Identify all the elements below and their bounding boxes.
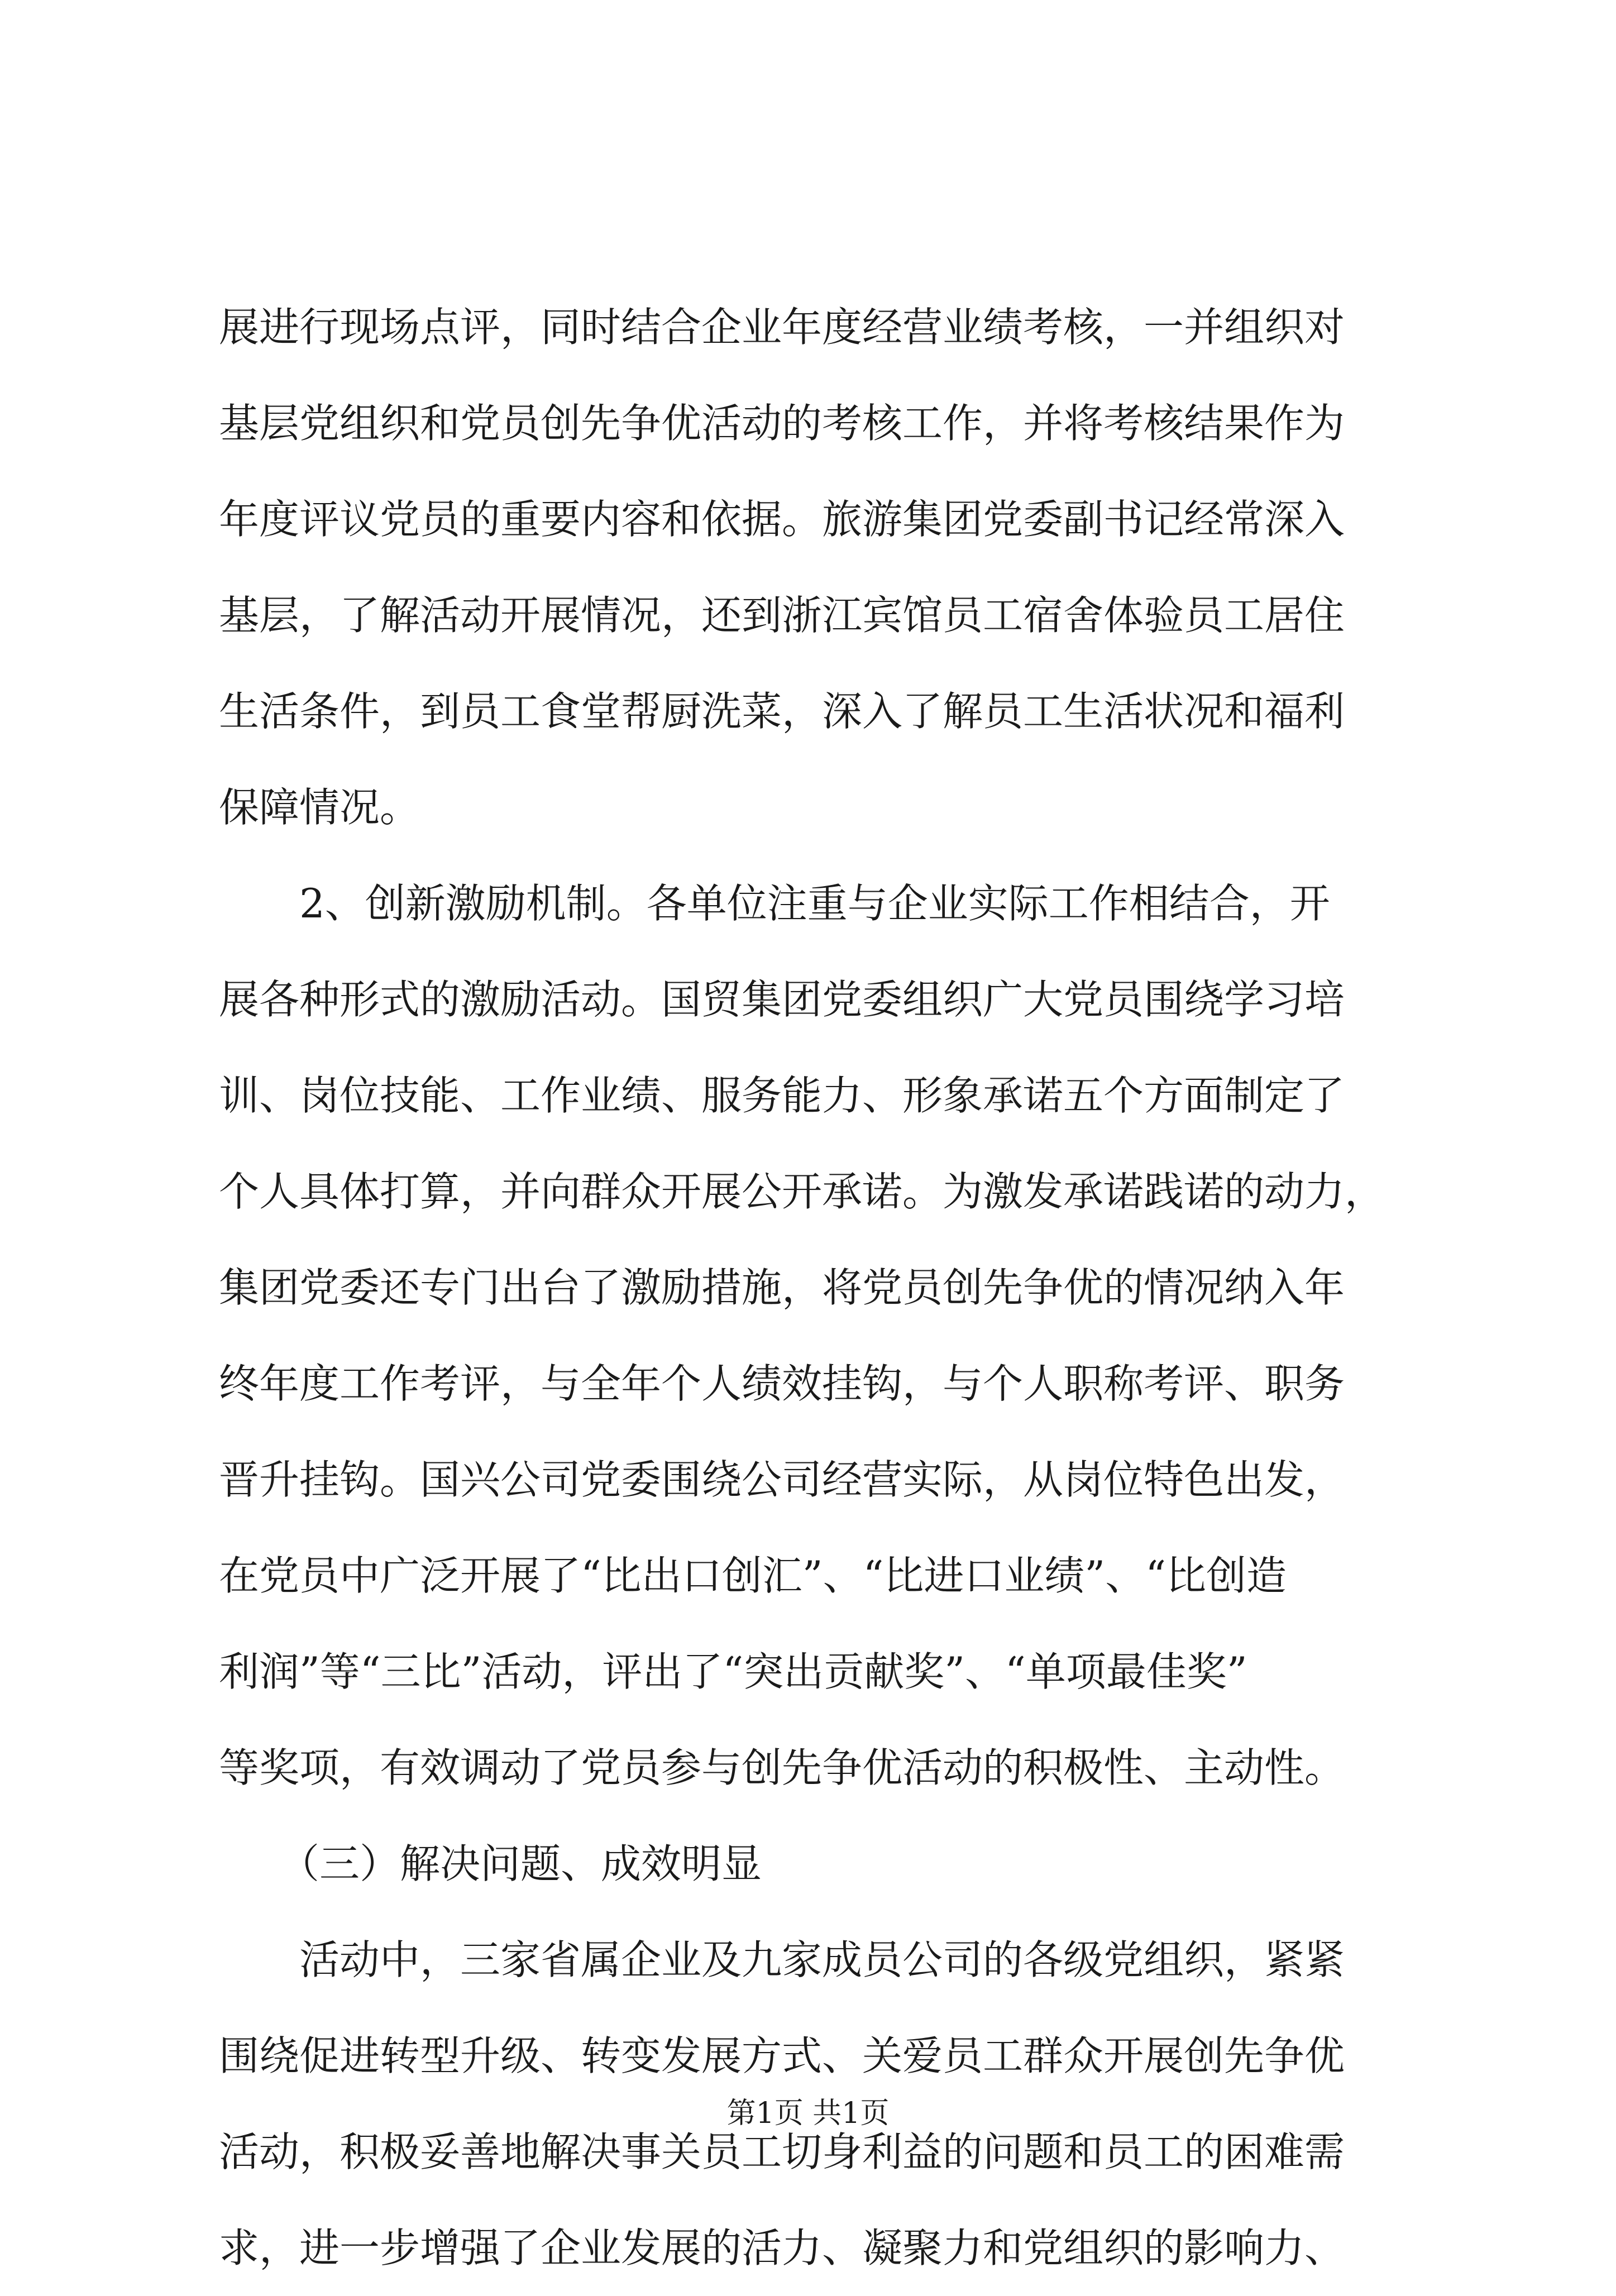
- text-line: 利润”等“三比”活动，评出了“突出贡献奖”、“单项最佳奖”: [219, 1648, 1247, 1695]
- text-line: 求，进一步增强了企业发展的活力、凝聚力和党组织的影响力、: [219, 2225, 1345, 2271]
- text-line: 年度评议党员的重要内容和依据。旅游集团党委副书记经常深入: [219, 496, 1345, 543]
- text-line: 2、创新激励机制。各单位注重与企业实际工作相结合，开: [219, 880, 1330, 927]
- text-line: 展各种形式的激励活动。国贸集团党委组织广大党员围绕学习培: [219, 976, 1345, 1023]
- text-line: 活动中，三家省属企业及九家成员公司的各级党组织，紧紧: [219, 1936, 1345, 1983]
- text-line: 活动，积极妥善地解决事关员工切身利益的问题和员工的困难需: [219, 2128, 1345, 2175]
- text-line: 围绕促进转型升级、转变发展方式、关爱员工群众开展创先争优: [219, 2032, 1345, 2079]
- text-line: 等奖项，有效调动了党员参与创先争优活动的积极性、主动性。: [219, 1744, 1345, 1791]
- text-line: 基层，了解活动开展情况，还到浙江宾馆员工宿舍体验员工居住: [219, 592, 1345, 639]
- text-line: 保障情况。: [219, 784, 420, 831]
- text-line: 个人具体打算，并向群众开展公开承诺。为激发承诺践诺的动力，: [219, 1168, 1385, 1215]
- text-line: 展进行现场点评，同时结合企业年度经营业绩考核，一并组织对: [219, 304, 1345, 351]
- text-line: 晋升挂钩。国兴公司党委围绕公司经营实际，从岗位特色出发，: [219, 1456, 1345, 1503]
- document-body: [219, 279, 1408, 2296]
- page-footer: 第1页 共1页: [726, 2097, 890, 2130]
- text-line: 终年度工作考评，与全年个人绩效挂钩，与个人职称考评、职务: [219, 1360, 1345, 1407]
- text-line: 集团党委还专门出台了激励措施，将党员创先争优的情况纳入年: [219, 1264, 1345, 1311]
- section-heading: （三）解决问题、成效明显: [219, 1840, 762, 1887]
- text-line: 基层党组织和党员创先争优活动的考核工作，并将考核结果作为: [219, 400, 1345, 447]
- text-line: 生活条件，到员工食堂帮厨洗菜，深入了解员工生活状况和福利: [219, 688, 1345, 735]
- text-line: 在党员中广泛开展了“比出口创汇”、“比进口业绩”、“比创造: [219, 1552, 1287, 1599]
- text-line: 训、岗位技能、工作业绩、服务能力、形象承诺五个方面制定了: [219, 1072, 1345, 1119]
